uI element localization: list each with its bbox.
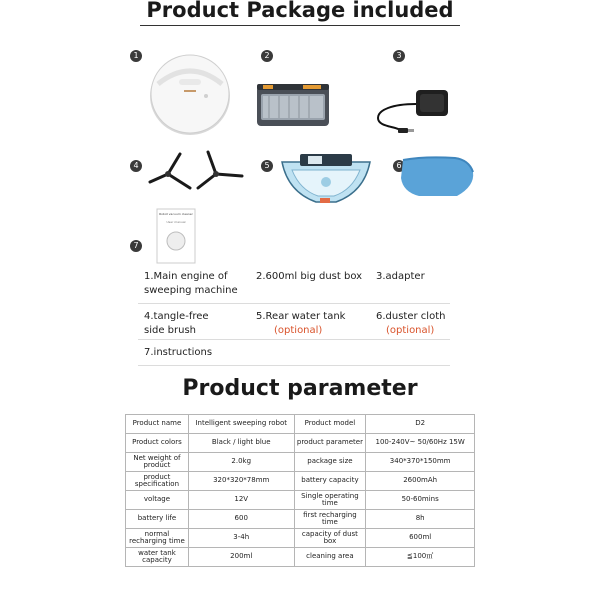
param-label: voltage xyxy=(126,491,189,510)
table-row xyxy=(126,548,475,567)
param-label: Product colors xyxy=(126,434,189,453)
side-brush-image xyxy=(146,150,246,196)
param-value: ≦100㎡ xyxy=(366,548,475,567)
item-number-badge: 5 xyxy=(261,160,273,172)
item-label-water-tank xyxy=(256,310,368,338)
param-value: D2 xyxy=(366,415,475,434)
item-label-side-brush: 4.tangle-free side brush xyxy=(144,311,209,336)
item-number-badge: 7 xyxy=(130,240,142,252)
param-value: 2600mAh xyxy=(366,472,475,491)
param-label: capacity of dust box xyxy=(294,529,366,548)
manual-subheading: User manual xyxy=(166,220,186,224)
param-label: battery capacity xyxy=(294,472,366,491)
item-label-main-engine: 1.Main engine of sweeping machine xyxy=(144,271,238,296)
table-row xyxy=(126,434,475,453)
param-label: normal recharging time xyxy=(126,529,189,548)
item-label-text: 6.duster cloth xyxy=(376,311,446,322)
param-label: package size xyxy=(294,453,366,472)
param-label: Single operating time xyxy=(294,491,366,510)
param-value: 3-4h xyxy=(188,529,294,548)
item-number-badge: 6 xyxy=(393,160,405,172)
table-row xyxy=(126,529,475,548)
item-number-badge: 2 xyxy=(261,50,273,62)
table-row xyxy=(126,510,475,529)
adapter-image xyxy=(372,80,452,136)
param-value: 200ml xyxy=(188,548,294,567)
table-row xyxy=(126,415,475,434)
water-tank-image xyxy=(278,152,374,208)
param-label: cleaning area xyxy=(294,548,366,567)
dust-box-image xyxy=(255,80,331,128)
title-divider xyxy=(140,25,460,26)
optional-note: (optional) xyxy=(386,325,435,336)
param-value: 2.0kg xyxy=(188,453,294,472)
param-value: 600ml xyxy=(366,529,475,548)
param-label: Product model xyxy=(294,415,366,434)
param-value: 12V xyxy=(188,491,294,510)
parameter-table xyxy=(125,414,475,567)
item-number-badge: 3 xyxy=(393,50,405,62)
param-value: 320*320*78mm xyxy=(188,472,294,491)
param-label: first recharging time xyxy=(294,510,366,529)
label-row xyxy=(138,304,450,340)
duster-cloth-image xyxy=(395,152,477,200)
item-label-duster-cloth xyxy=(376,310,450,338)
table-row xyxy=(126,453,475,472)
param-value: 50-60mins xyxy=(366,491,475,510)
label-row xyxy=(138,340,450,366)
table-row xyxy=(126,491,475,510)
param-value: Black / light blue xyxy=(188,434,294,453)
param-label: product parameter xyxy=(294,434,366,453)
package-title: Product Package included xyxy=(146,0,454,22)
param-value: 340*370*150mm xyxy=(366,453,475,472)
param-value: 8h xyxy=(366,510,475,529)
package-item-labels xyxy=(138,264,450,366)
param-label: Net weight of product xyxy=(126,453,189,472)
param-value: 100-240V~ 50/60Hz 15W xyxy=(366,434,475,453)
item-number-badge: 1 xyxy=(130,50,142,62)
manual-heading: Robot vacuum cleaner xyxy=(159,212,193,216)
item-label-adapter: 3.adapter xyxy=(376,271,425,282)
item-number-badge: 4 xyxy=(130,160,142,172)
item-label-instructions: 7.instructions xyxy=(144,347,213,358)
param-label: product specification xyxy=(126,472,189,491)
robot-vacuum-image xyxy=(148,52,232,136)
param-value: 600 xyxy=(188,510,294,529)
param-value: Intelligent sweeping robot xyxy=(188,415,294,434)
instructions-booklet-image xyxy=(156,208,196,264)
item-label-dust-box: 2.600ml big dust box xyxy=(256,271,363,282)
table-row xyxy=(126,472,475,491)
label-row xyxy=(138,264,450,304)
param-label: battery life xyxy=(126,510,189,529)
optional-note: (optional) xyxy=(274,325,323,336)
parameter-title: Product parameter xyxy=(182,376,418,401)
param-label: water tank capacity xyxy=(126,548,189,567)
item-label-text: 5.Rear water tank xyxy=(256,311,346,322)
param-label: Product name xyxy=(126,415,189,434)
